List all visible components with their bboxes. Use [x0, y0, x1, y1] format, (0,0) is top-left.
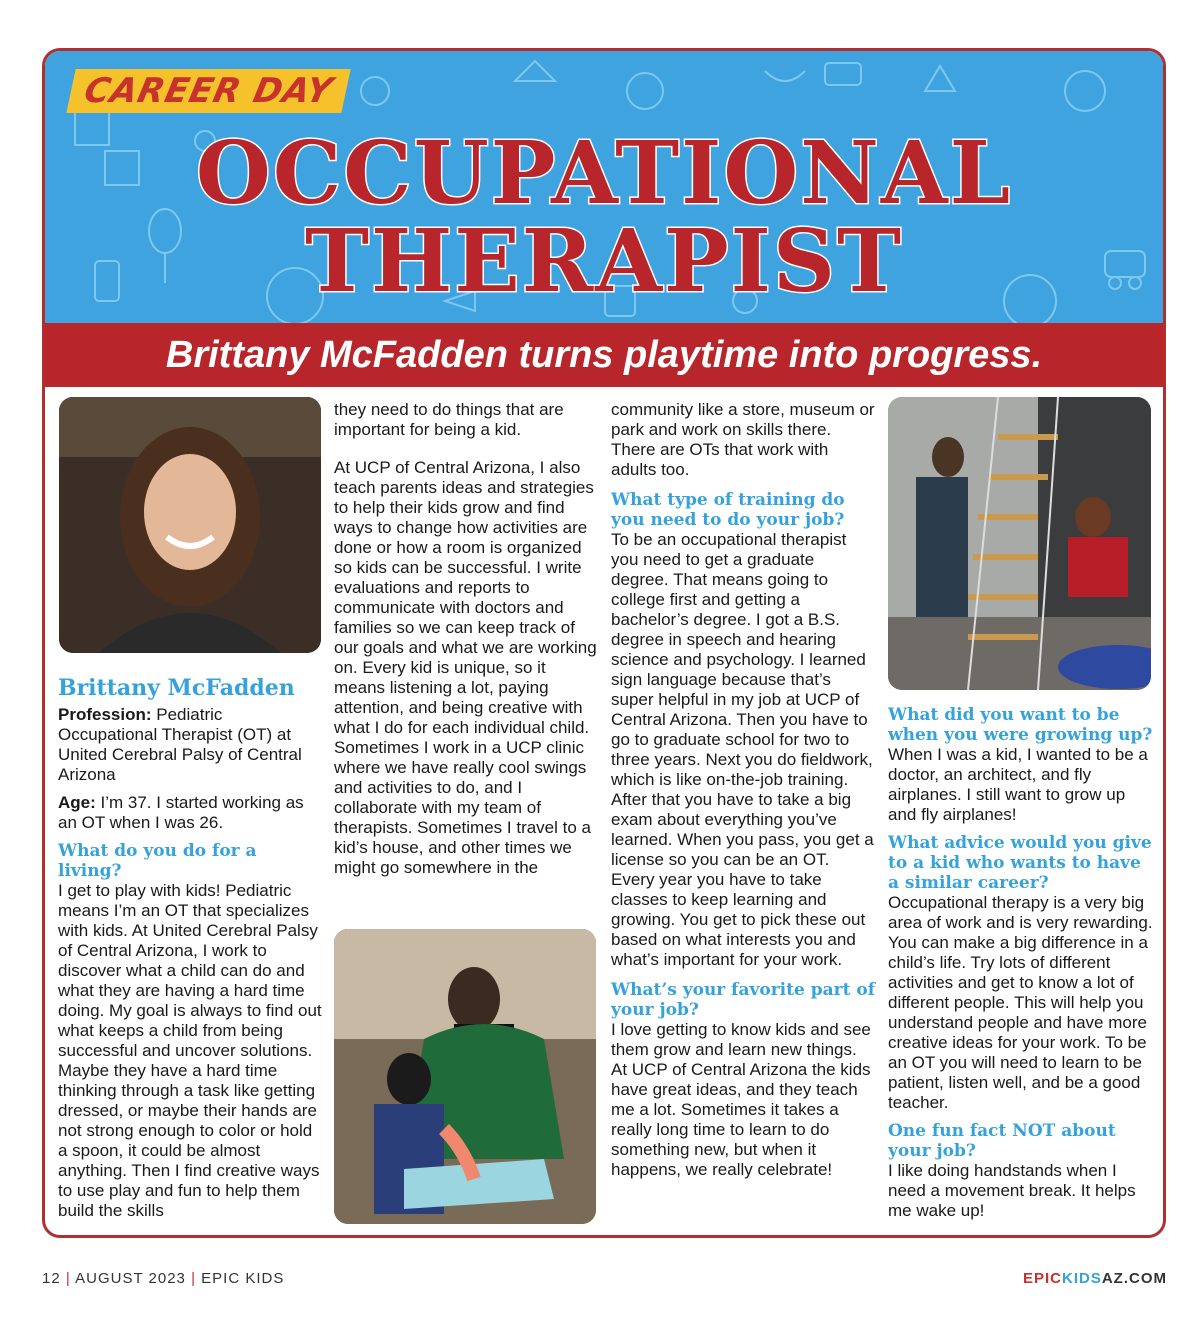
question-living: What do you do for a living? — [58, 841, 257, 881]
footer-separator: | — [65, 1270, 76, 1287]
site-rest: AZ.COM — [1101, 1270, 1167, 1287]
footer-separator: | — [191, 1270, 202, 1287]
therapy-photo-slime — [334, 929, 596, 1224]
footer-website[interactable] — [1023, 1270, 1167, 1287]
answer-living-part2: they need to do things that are important for being a kid. — [334, 400, 564, 439]
question-advice: What advice would you give to a kid who wants to have a similar career? — [888, 833, 1152, 893]
person-name: Brittany McFadden — [58, 675, 295, 701]
footer-left — [42, 1270, 284, 1287]
subtitle-bar: Brittany McFadden turns playtime into progress. — [45, 323, 1163, 387]
page-number: 12 — [42, 1270, 61, 1287]
answer-living-part3: At UCP of Central Arizona, I also teach parents ideas and strategies to help their kids grow and find ways to change how activities are done or how a room is organized so kids can be successful. I write evaluations and reports to communicate with doctors and families so we can keep track of our goals and what we are working on. Every kid is unique, so it means listening a lot, paying attention, and being creative with what I do for each individual child. Sometimes I work in a UCP clinic where we have really cool swings and activities to do, and I collaborate with my team of therapists. Sometimes I travel to a kid’s house, and other times we might go somewhere in the — [334, 458, 597, 877]
column-2 — [334, 400, 599, 878]
question-favorite: What’s your favorite part of your job? — [611, 980, 876, 1020]
profession-label: Profession: — [58, 705, 152, 724]
column-1 — [58, 667, 323, 1221]
site-kids: KIDS — [1061, 1270, 1102, 1287]
answer-living-part1: I get to play with kids! Pediatric means I’m an OT that specializes with kids. At United Cerebral Palsy of Central Arizona, I work to discover what a child can do and what they are having a hard time doing. My goal is always to find out what keeps a child from being successful and uncover solutions. Maybe they have a hard time thinking through a task like getting dressed, or maybe their hands are not strong enough to color or hold a spoon, it could be almost anything. Then I find creative ways to use play and fun to help them build the skills — [58, 881, 322, 1220]
answer-favorite: I love getting to know kids and see them grow and learn new things. At UCP of Central Arizona the kids have great ideas, and they teach me a lot. Sometimes it takes a really long time to learn to do something new, but when it happens, we really celebrate! — [611, 1020, 871, 1179]
title-line-2: THERAPIST — [305, 211, 903, 312]
answer-fun-fact: I like doing handstands when I need a movement break. It helps me wake up! — [888, 1161, 1136, 1220]
column-3 — [611, 400, 876, 1180]
answer-training: To be an occupational therapist you need to get a graduate degree. That means going to college first and getting a bachelor’s degree. I got a B.S. degree in speech and hearing science and psychology. I learned sign language because that’s super helpful in my job at UCP of Central Arizona. Then you have to go to graduate school for two to three years. Next you do fieldwork, which is like on-the-job training. After that you have to take a big exam about everything you’ve learned. When you pass, you get a license so you can be an OT. Every year you have to take classes to keep learning and growing. You get to pick these out based on what interests you and what’s important for your work. — [611, 530, 874, 969]
portrait-illustration — [59, 397, 321, 653]
question-fun-fact: One fun fact NOT about your job? — [888, 1121, 1116, 1161]
title-line-1: OCCUPATIONAL — [195, 123, 1013, 224]
issue-date: AUGUST 2023 — [75, 1270, 186, 1287]
question-growing-up: What did you want to be when you were growing up? — [888, 705, 1153, 745]
answer-advice: Occupational therapy is a very big area of work and is very rewarding. You can make a big difference in a child’s life. Try lots of different activities and get to know a lot of different people. This will help you understand people and have more creative ideas for your work. To be an OT you will need to learn to be patient, listen well, and be a good teacher. — [888, 893, 1153, 1112]
column-4 — [888, 705, 1153, 1221]
rope-ladder-illustration — [888, 397, 1151, 690]
age-label: Age: — [58, 793, 96, 812]
question-training: What type of training do you need to do your job? — [611, 490, 845, 530]
profession-value: Pediatric Occupational Therapist (OT) at United Cerebral Palsy of Central Arizona — [58, 705, 302, 784]
slime-activity-illustration — [334, 929, 596, 1224]
career-day-kicker: CAREER DAY — [66, 69, 351, 113]
answer-living-part4: community like a store, museum or park and work on skills there. There are OTs that work with adults too. — [611, 400, 875, 479]
title-banner — [45, 51, 1163, 323]
age-value: I’m 37. I started working as an OT when I was 26. — [58, 793, 304, 832]
portrait-photo — [59, 397, 321, 653]
magazine-name: EPIC KIDS — [201, 1270, 285, 1287]
therapy-photo-ladder — [888, 397, 1151, 690]
site-epic: EPIC — [1022, 1270, 1062, 1287]
answer-growing-up: When I was a kid, I wanted to be a doctor, an architect, and fly airplanes. I still want to grow up and fly airplanes! — [888, 745, 1148, 824]
